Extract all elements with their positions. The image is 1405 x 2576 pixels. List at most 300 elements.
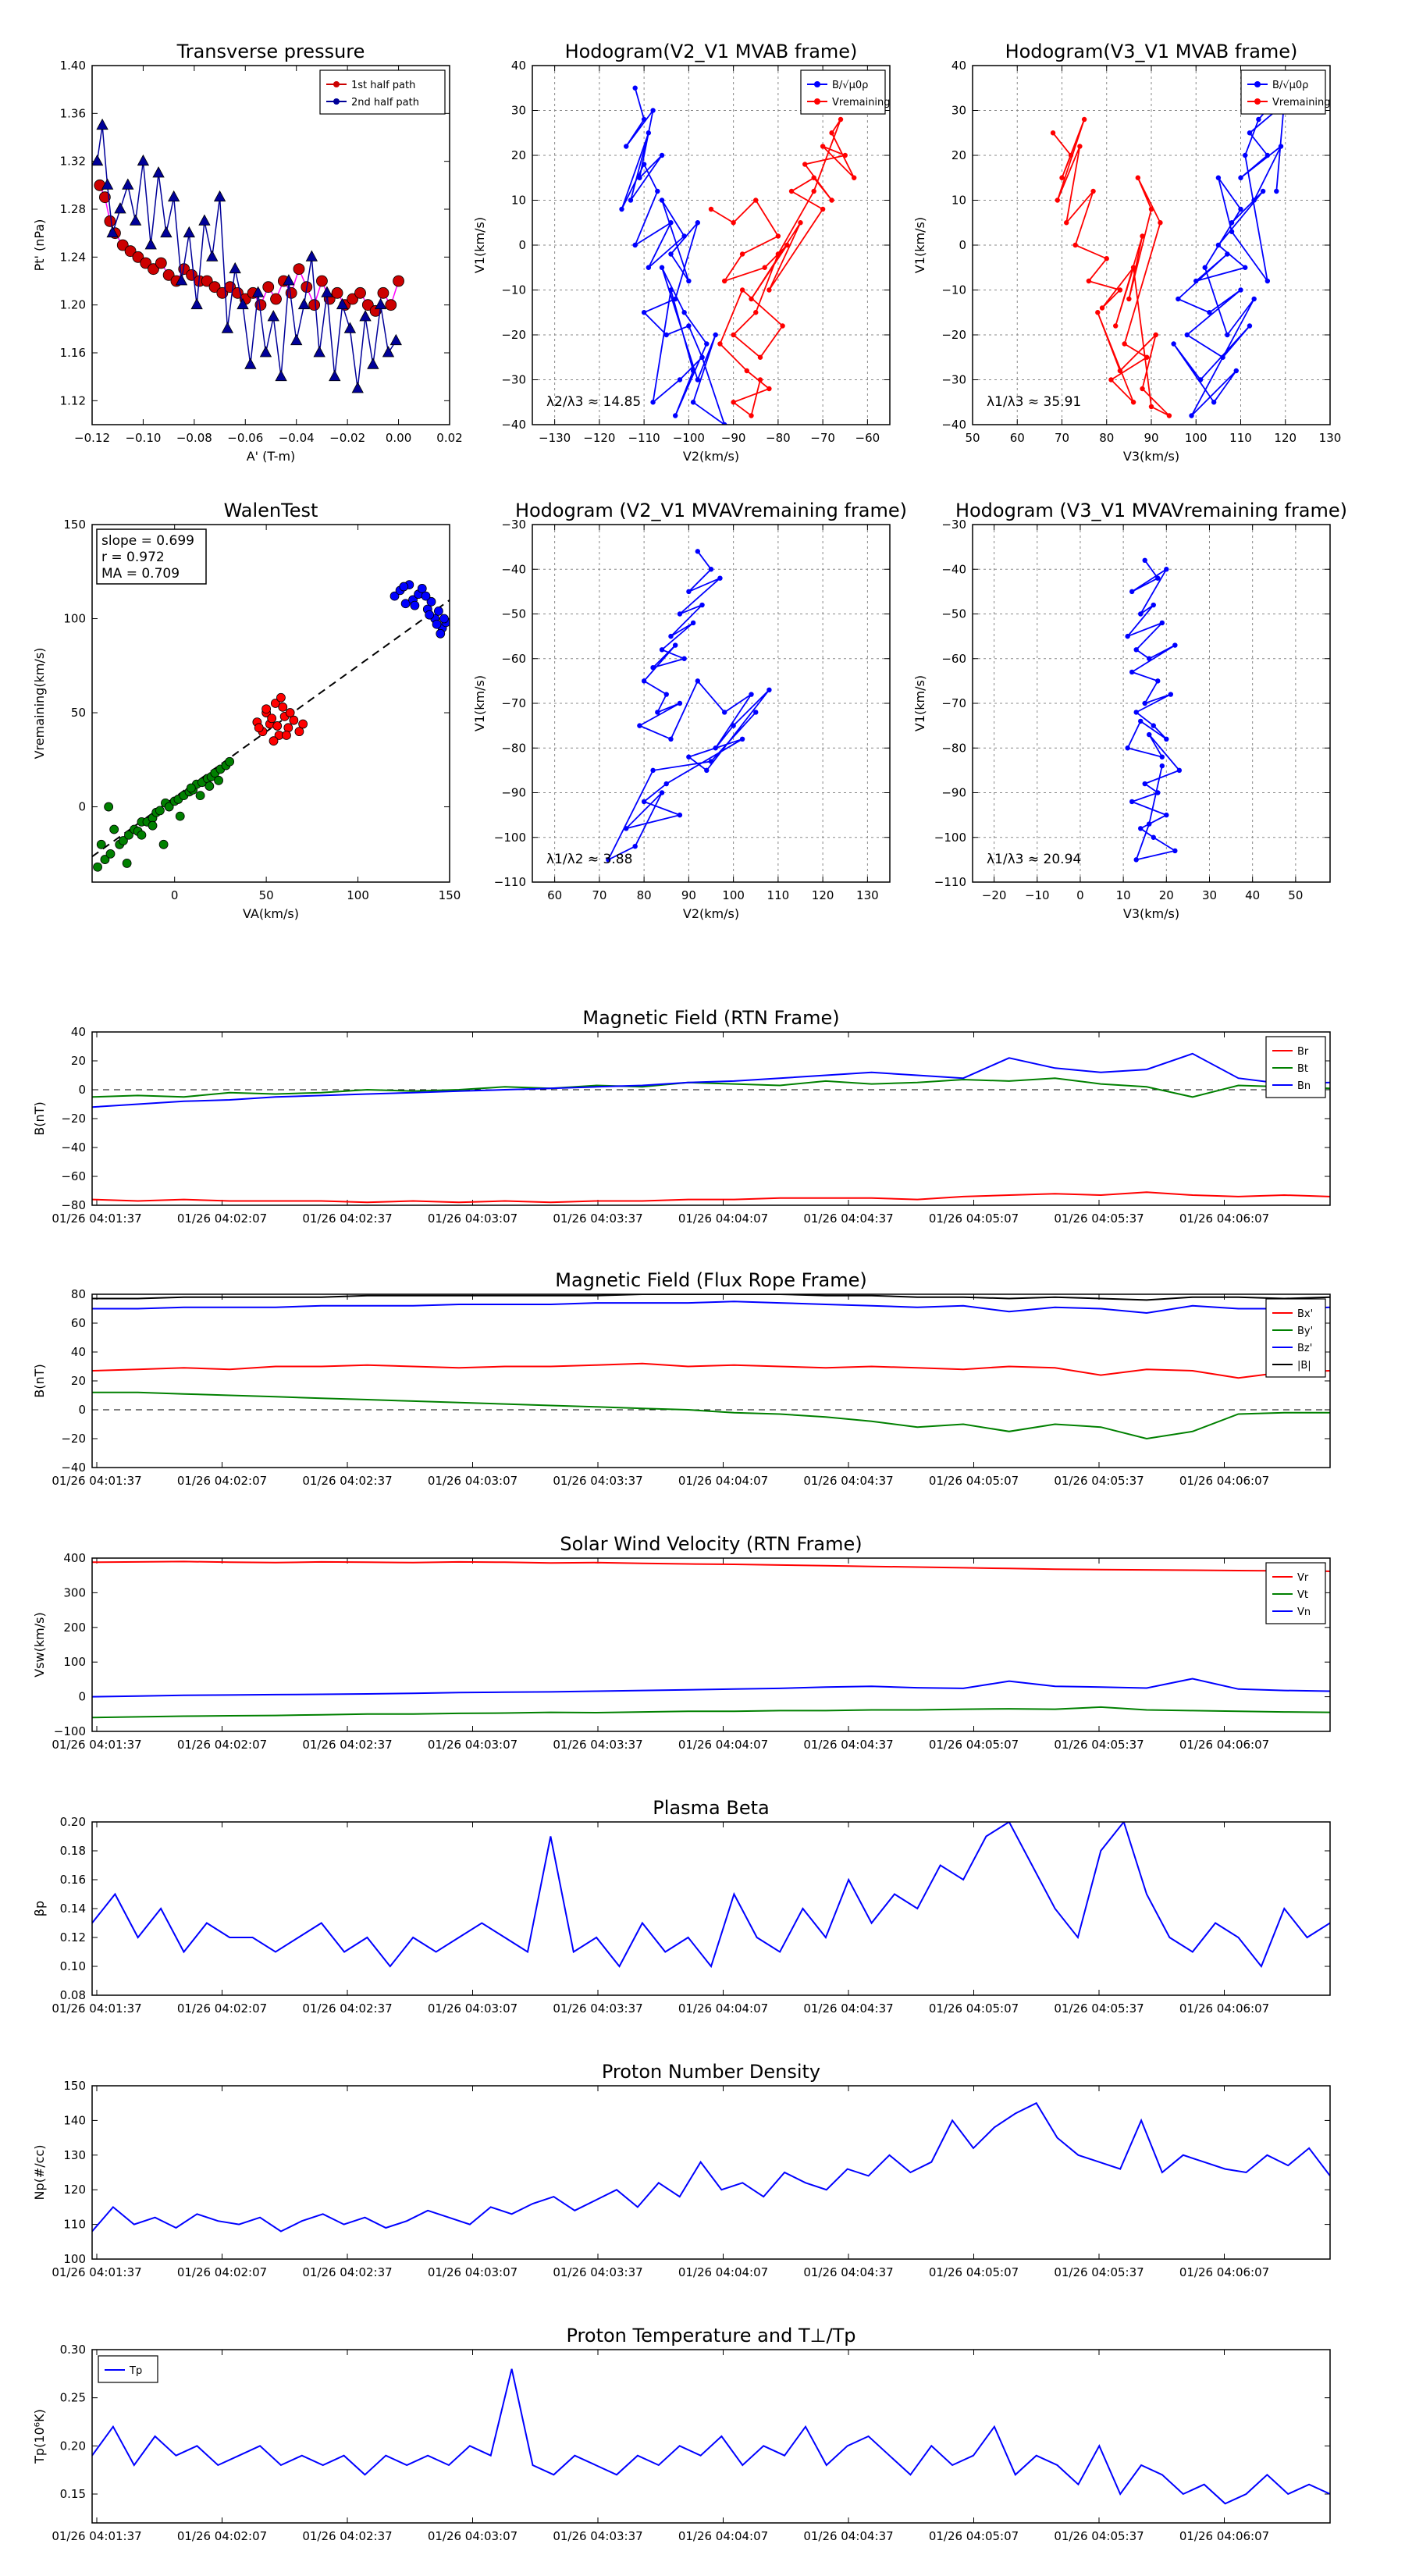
solar-wind-velocity-ylabel: Vsw(km/s) [32, 1612, 47, 1678]
data-point [678, 813, 682, 817]
y-tick-label: −80 [941, 741, 966, 756]
data-point [1238, 176, 1243, 180]
y-tick-label: 0.14 [59, 1902, 86, 1916]
y-tick-label: 300 [63, 1585, 86, 1600]
x-tick-label: 01/26 04:05:37 [1054, 2265, 1144, 2279]
x-tick-label: −0.06 [227, 431, 264, 445]
x-tick-label: 100 [722, 888, 745, 902]
y-tick-label: 1.20 [59, 297, 86, 312]
y-tick-label: 0.08 [59, 1988, 86, 2002]
y-tick-label: 100 [63, 1655, 86, 1670]
x-tick-label: 01/26 04:04:07 [678, 2265, 769, 2279]
data-point [776, 251, 781, 256]
data-point [798, 220, 802, 225]
data-point [1211, 400, 1216, 404]
data-point [1095, 310, 1100, 315]
magnetic-field-flux-rope-ylabel: B(nT) [32, 1364, 47, 1398]
data-point [1090, 189, 1095, 194]
y-tick-label: 20 [70, 1374, 86, 1388]
x-tick-label: 100 [1184, 431, 1208, 445]
x-tick-label: 110 [767, 888, 790, 902]
data-point [276, 693, 285, 702]
data-point [1138, 611, 1143, 616]
walen-test-ylabel: Vremaining(km/s) [32, 647, 47, 760]
x-tick-label: −0.12 [74, 431, 110, 445]
hodogram-v2v1-mvav-annotation: λ1/λ2 ≈ 3.88 [546, 852, 633, 867]
data-point [1136, 176, 1140, 180]
data-point [660, 197, 664, 202]
data-point [1118, 287, 1122, 292]
data-point [713, 333, 718, 337]
x-tick-label: 01/26 04:04:07 [678, 1474, 769, 1488]
y-tick-label: 30 [951, 103, 966, 118]
data-point [1176, 297, 1180, 301]
data-point [678, 701, 682, 706]
x-tick-label: 60 [547, 888, 563, 902]
hodogram-v3v1-mvav-ylabel: V1(km/s) [912, 674, 927, 732]
y-tick-label: −40 [61, 1461, 86, 1475]
data-point [704, 341, 709, 346]
y-tick-label: −60 [501, 651, 526, 666]
x-tick-label: 01/26 04:04:07 [678, 1738, 769, 1752]
y-tick-label: −70 [501, 696, 526, 710]
y-tick-label: −80 [501, 741, 526, 756]
hodogram-v2v1-mvab-xlabel: V2(km/s) [682, 449, 740, 464]
data-point [1059, 176, 1064, 180]
x-tick-label: 100 [347, 888, 369, 902]
x-tick-label: 01/26 04:04:07 [678, 1212, 769, 1226]
x-tick-label: 80 [636, 888, 652, 902]
data-point [1172, 849, 1177, 853]
x-tick-label: 0.02 [436, 431, 463, 445]
hodogram-v3v1-mvab-ylabel: V1(km/s) [912, 216, 927, 274]
x-tick-label: 0 [1076, 888, 1084, 902]
data-point [749, 297, 753, 301]
data-point [1164, 737, 1168, 742]
data-point [1155, 576, 1160, 581]
x-tick-label: −0.08 [176, 431, 212, 445]
data-point [1125, 634, 1129, 639]
data-point [273, 721, 282, 730]
data-point [1261, 189, 1265, 194]
magnetic-field-flux-rope-title: Magnetic Field (Flux Rope Frame) [555, 1269, 867, 1291]
data-point [678, 611, 682, 616]
y-tick-label: 0.20 [59, 2439, 86, 2453]
y-tick-label: 140 [63, 2113, 86, 2128]
data-point [205, 782, 214, 791]
legend-marker [333, 98, 340, 105]
data-point [745, 368, 749, 373]
data-point [432, 620, 441, 628]
data-point [767, 287, 771, 292]
plasma-beta-title: Plasma Beta [653, 1797, 770, 1819]
data-point [660, 647, 664, 652]
x-tick-label: 01/26 04:06:07 [1179, 2529, 1270, 2543]
data-point [1225, 333, 1229, 337]
y-tick-label: −100 [934, 830, 966, 845]
data-point [1104, 256, 1109, 261]
y-tick-label: 1.36 [59, 106, 86, 121]
data-point [1207, 310, 1211, 315]
legend-label: B/√μ0ρ [832, 80, 869, 91]
data-point [386, 300, 397, 311]
y-tick-label: −20 [501, 328, 526, 342]
y-tick-label: 0.10 [59, 1959, 86, 1973]
x-tick-label: 01/26 04:02:37 [302, 2001, 393, 2016]
x-tick-label: 01/26 04:05:07 [928, 2529, 1019, 2543]
x-tick-label: 01/26 04:03:37 [553, 1474, 643, 1488]
x-tick-label: −0.04 [278, 431, 315, 445]
data-point [1279, 144, 1283, 148]
y-tick-label: 60 [70, 1316, 86, 1330]
x-tick-label: 01/26 04:06:07 [1179, 2001, 1270, 2016]
data-point [709, 759, 713, 763]
data-point [1138, 719, 1143, 724]
data-point [740, 287, 745, 292]
magnetic-field-rtn-ylabel: B(nT) [32, 1101, 47, 1136]
data-point [749, 692, 753, 696]
data-point [263, 282, 274, 293]
data-point [1129, 589, 1134, 594]
data-point [695, 377, 700, 382]
x-tick-label: 01/26 04:04:37 [803, 1738, 894, 1752]
data-point [811, 189, 816, 194]
data-point [758, 355, 763, 360]
x-tick-label: 01/26 04:04:37 [803, 2265, 894, 2279]
x-tick-label: 01/26 04:02:07 [176, 1474, 268, 1488]
data-point [293, 264, 304, 275]
y-tick-label: −60 [941, 651, 966, 666]
data-point [681, 310, 686, 315]
data-point [691, 368, 695, 373]
legend-label: Bx' [1297, 1308, 1314, 1320]
walen-test-title: WalenTest [223, 500, 318, 521]
data-point [820, 207, 825, 212]
x-tick-label: 01/26 04:02:07 [176, 2265, 268, 2279]
x-tick-label: 01/26 04:04:37 [803, 1474, 894, 1488]
y-tick-label: −40 [941, 418, 966, 432]
data-point [619, 207, 624, 212]
data-point [628, 197, 633, 202]
x-tick-label: 01/26 04:06:07 [1179, 2265, 1270, 2279]
x-tick-label: 01/26 04:02:37 [302, 1738, 393, 1752]
data-point [673, 413, 678, 418]
legend-marker [814, 98, 820, 105]
walen-test-xlabel: VA(km/s) [243, 906, 299, 921]
data-point [187, 784, 195, 792]
y-tick-label: −110 [934, 875, 966, 889]
data-point [1051, 130, 1055, 135]
data-point [650, 108, 655, 112]
data-point [1108, 377, 1113, 382]
x-tick-label: 01/26 04:05:37 [1054, 1738, 1144, 1752]
data-point [1129, 670, 1134, 674]
data-point [802, 162, 807, 166]
data-point [655, 710, 660, 714]
data-point [1113, 323, 1118, 328]
data-point [660, 153, 664, 158]
y-tick-label: 0 [78, 1083, 86, 1097]
legend-label: Vremaining [832, 97, 891, 109]
data-point [843, 153, 848, 158]
data-point [686, 589, 691, 594]
data-point [1082, 117, 1087, 122]
x-tick-label: 130 [856, 888, 879, 902]
y-tick-label: 0 [78, 1689, 86, 1704]
data-point [717, 341, 722, 346]
x-tick-label: 130 [1318, 431, 1342, 445]
x-tick-label: 50 [1288, 888, 1304, 902]
y-tick-label: −60 [61, 1169, 86, 1183]
x-tick-label: −120 [583, 431, 616, 445]
data-point [753, 710, 758, 714]
data-point [1149, 404, 1154, 409]
data-point [642, 799, 646, 804]
data-point [1185, 333, 1190, 337]
x-tick-label: 50 [965, 431, 980, 445]
x-tick-label: 01/26 04:01:37 [52, 1212, 142, 1226]
y-tick-label: 10 [951, 193, 966, 208]
x-tick-label: 01/26 04:05:07 [928, 1212, 1019, 1226]
data-point [713, 745, 718, 750]
data-point [749, 413, 753, 418]
x-tick-label: 01/26 04:05:07 [928, 2265, 1019, 2279]
y-tick-label: −50 [501, 607, 526, 621]
data-point [668, 251, 673, 256]
data-point [1251, 297, 1256, 301]
x-tick-label: 20 [1158, 888, 1174, 902]
legend-label: Tp [130, 2365, 143, 2377]
data-point [1087, 279, 1091, 283]
y-tick-label: 110 [63, 2217, 86, 2232]
data-point [355, 287, 366, 298]
data-point [262, 705, 271, 713]
data-point [767, 688, 771, 692]
data-point [1143, 781, 1147, 786]
data-point [1256, 117, 1261, 122]
data-point [642, 678, 646, 683]
data-point [1147, 732, 1151, 737]
data-point [686, 323, 691, 328]
x-tick-label: 01/26 04:03:07 [427, 1212, 518, 1226]
y-tick-label: −80 [61, 1198, 86, 1212]
data-point [632, 243, 637, 247]
y-tick-label: 120 [63, 2183, 86, 2197]
y-tick-label: −90 [941, 785, 966, 800]
data-point [731, 400, 735, 404]
y-tick-label: 40 [70, 1025, 86, 1039]
y-tick-label: 80 [70, 1287, 86, 1301]
legend-label: Bt [1297, 1063, 1309, 1075]
data-point [105, 802, 113, 811]
data-point [123, 859, 131, 867]
data-point [1133, 647, 1138, 652]
data-point [226, 757, 234, 766]
data-point [1238, 207, 1243, 212]
x-tick-label: 01/26 04:03:37 [553, 2265, 643, 2279]
data-point [1198, 377, 1203, 382]
y-tick-label: 100 [63, 2252, 86, 2266]
data-point [632, 86, 637, 91]
x-tick-label: 01/26 04:01:37 [52, 2001, 142, 2016]
x-tick-label: −0.10 [125, 431, 162, 445]
x-tick-label: −110 [628, 431, 660, 445]
data-point [1234, 368, 1239, 373]
proton-temperature-ylabel: Tp(10⁶K) [32, 2409, 47, 2464]
data-point [650, 768, 655, 773]
x-tick-label: 01/26 04:03:37 [553, 2529, 643, 2543]
y-tick-label: 1.28 [59, 202, 86, 216]
y-tick-label: 100 [63, 611, 86, 626]
data-point [664, 781, 669, 786]
hodogram-v3v1-mvab-title: Hodogram(V3_V1 MVAB frame) [1005, 41, 1298, 62]
data-point [681, 656, 686, 661]
data-point [1172, 642, 1177, 647]
transverse-pressure-ylabel: Pt' (nPa) [32, 219, 47, 272]
data-point [829, 197, 834, 202]
legend-label: Vt [1297, 1589, 1308, 1601]
y-tick-label: −50 [941, 607, 966, 621]
data-point [668, 737, 673, 742]
data-point [784, 243, 789, 247]
data-point [1160, 621, 1165, 625]
data-point [269, 737, 278, 745]
hodogram-v3v1-mvav-xlabel: V3(km/s) [1122, 906, 1180, 921]
data-point [699, 355, 704, 360]
data-point [1167, 413, 1172, 418]
data-point [758, 377, 763, 382]
y-tick-label: 20 [70, 1054, 86, 1068]
legend-label: Vn [1297, 1606, 1311, 1618]
x-tick-label: −20 [981, 888, 1007, 902]
proton-temperature-title: Proton Temperature and T⊥/Tp [566, 2325, 856, 2347]
data-point [94, 863, 102, 871]
data-point [753, 310, 758, 315]
hodogram-v3v1-mvab-xlabel: V3(km/s) [1122, 449, 1180, 464]
x-tick-label: 01/26 04:04:07 [678, 2001, 769, 2016]
x-tick-label: −60 [855, 431, 880, 445]
x-tick-label: −0.02 [329, 431, 366, 445]
y-tick-label: 40 [951, 59, 966, 73]
y-tick-label: 0.18 [59, 1844, 86, 1858]
data-point [1220, 355, 1225, 360]
x-tick-label: 01/26 04:06:07 [1179, 1738, 1270, 1752]
x-tick-label: 01/26 04:04:07 [678, 2529, 769, 2543]
data-point [624, 826, 628, 831]
y-tick-label: 1.16 [59, 346, 86, 360]
data-point [789, 189, 794, 194]
y-tick-label: −20 [61, 1432, 86, 1446]
y-tick-label: −20 [61, 1112, 86, 1126]
x-tick-label: 70 [1054, 431, 1070, 445]
x-tick-label: 40 [1245, 888, 1261, 902]
data-point [624, 144, 628, 148]
data-point [780, 323, 784, 328]
data-point [1158, 220, 1162, 225]
y-tick-label: 0.15 [59, 2487, 86, 2501]
legend-marker [333, 81, 340, 87]
y-tick-label: −40 [501, 562, 526, 577]
y-tick-label: −100 [53, 1724, 86, 1738]
x-tick-label: 01/26 04:05:07 [928, 1474, 1019, 1488]
x-tick-label: 30 [1201, 888, 1218, 902]
x-tick-label: 01/26 04:05:37 [1054, 2529, 1144, 2543]
data-point [722, 710, 727, 714]
y-tick-label: 0 [78, 799, 86, 814]
stats-line: r = 0.972 [101, 550, 165, 565]
x-tick-label: 01/26 04:02:07 [176, 1738, 268, 1752]
x-tick-label: 01/26 04:01:37 [52, 2529, 142, 2543]
y-tick-label: −10 [941, 283, 966, 297]
data-point [699, 603, 704, 607]
magnetic-field-rtn-title: Magnetic Field (RTN Frame) [582, 1007, 840, 1029]
data-point [434, 607, 443, 615]
x-tick-label: 01/26 04:03:07 [427, 1474, 518, 1488]
legend-label: Vremaining [1272, 97, 1331, 109]
data-point [1125, 745, 1129, 750]
y-tick-label: 20 [951, 148, 966, 162]
y-tick-label: −110 [493, 875, 526, 889]
data-point [776, 233, 781, 238]
data-point [642, 162, 646, 166]
data-point [660, 790, 664, 795]
y-tick-label: 0.30 [59, 2343, 86, 2357]
data-point [393, 276, 404, 286]
x-tick-label: 01/26 04:05:07 [928, 2001, 1019, 2016]
data-point [650, 400, 655, 404]
data-point [1243, 265, 1247, 270]
x-tick-label: 01/26 04:05:37 [1054, 1474, 1144, 1488]
y-tick-label: −100 [493, 830, 526, 845]
data-point [852, 176, 856, 180]
data-point [1274, 189, 1279, 194]
data-point [1069, 153, 1073, 158]
data-point [1118, 368, 1122, 373]
data-point [664, 692, 669, 696]
data-point [316, 276, 327, 286]
data-point [378, 287, 389, 298]
data-point [159, 840, 168, 849]
data-point [829, 130, 834, 135]
x-tick-label: 01/26 04:03:37 [553, 1738, 643, 1752]
data-point [686, 279, 691, 283]
y-tick-label: 1.32 [59, 154, 86, 169]
data-point [1131, 400, 1136, 404]
data-point [681, 233, 686, 238]
x-tick-label: −10 [1024, 888, 1050, 902]
x-tick-label: 01/26 04:02:07 [176, 2529, 268, 2543]
data-point [668, 634, 673, 639]
data-point [1100, 305, 1104, 310]
data-point [105, 215, 116, 226]
data-point [1265, 153, 1270, 158]
data-point [740, 251, 745, 256]
y-tick-label: −20 [941, 328, 966, 342]
data-point [1229, 229, 1234, 234]
x-tick-label: 90 [1144, 431, 1159, 445]
x-tick-label: 120 [1274, 431, 1297, 445]
data-point [767, 386, 771, 391]
data-point [1160, 755, 1165, 760]
data-point [299, 720, 308, 728]
y-tick-label: 0 [78, 1403, 86, 1417]
data-point [686, 755, 691, 760]
x-tick-label: 01/26 04:01:37 [52, 1738, 142, 1752]
x-tick-label: 01/26 04:06:07 [1179, 1212, 1270, 1226]
legend-label: |B| [1297, 1360, 1311, 1372]
y-tick-label: 50 [70, 706, 86, 720]
data-point [717, 576, 722, 581]
